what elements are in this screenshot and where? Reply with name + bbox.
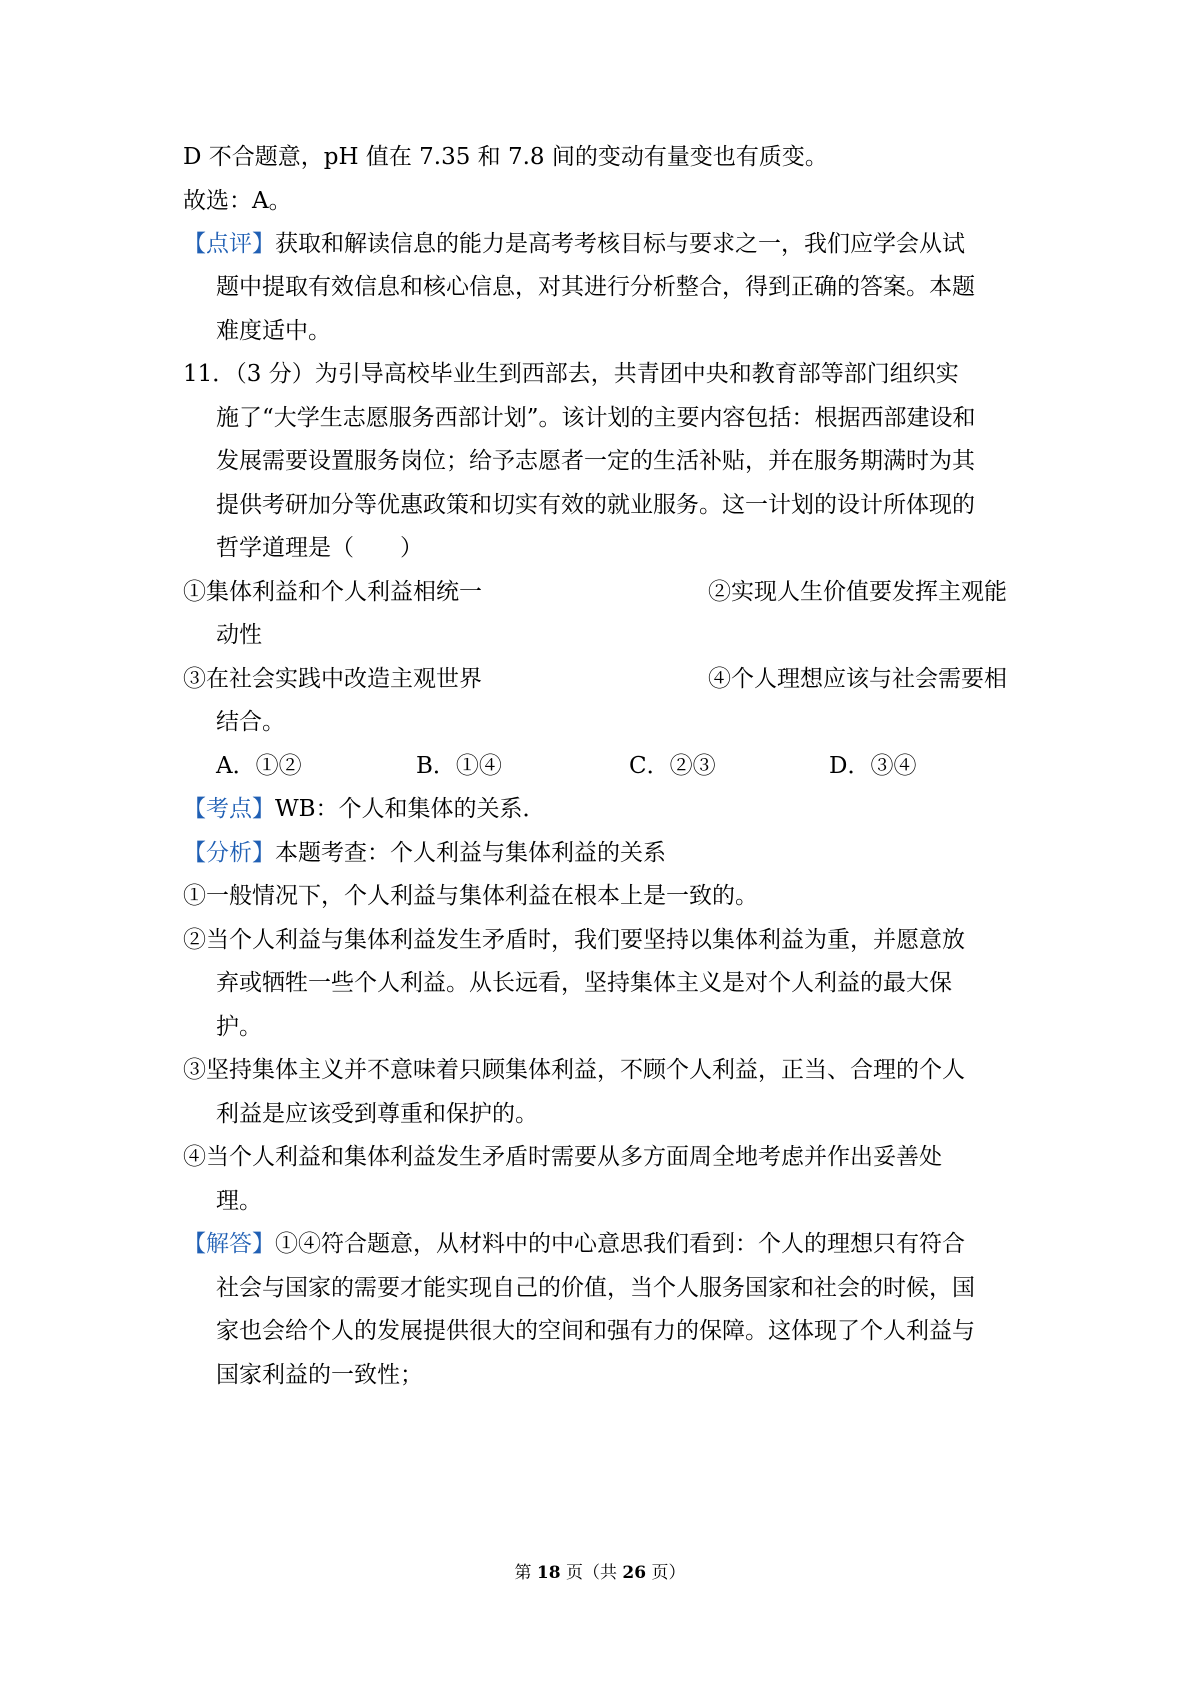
option-c: C．②③ [629,753,716,779]
kaodian-paragraph [183,794,546,824]
option-b: B．①④ [416,753,502,779]
text-line: D 不合题意，pH 值在 7.35 和 7.8 间的变动有量变也有质变。 [183,144,828,170]
statement-3: ③在社会实践中改造主观世界 [183,666,482,692]
text-line: 家也会给个人的发展提供很大的空间和强有力的保障。这体现了个人利益与 [216,1318,975,1344]
text-line: 提供考研加分等优惠政策和切实有效的就业服务。这一计划的设计所体现的 [216,492,975,518]
fenxi-tag: 【分析】 [183,840,275,866]
text-line: WB：个人和集体的关系． [275,796,546,822]
text-line: ②当个人利益与集体利益发生矛盾时，我们要坚持以集体利益为重，并愿意放 [183,927,965,953]
footer-suffix: 页） [651,1563,686,1583]
page-number: 18 [536,1563,561,1583]
fenxi-paragraph [183,838,666,868]
text-line: 获取和解读信息的能力是高考考核目标与要求之一，我们应学会从试 [275,231,965,257]
option-d: D．③④ [829,753,917,779]
text-line: 社会与国家的需要才能实现自己的价值，当个人服务国家和社会的时候，国 [216,1275,975,1301]
question-11-stem: 11．（3 分）为引导高校毕业生到西部去，共青团中央和教育部等部门组织实 [183,361,959,387]
text-line: 难度适中。 [216,318,331,344]
page-footer [0,1562,1200,1584]
text-line: 理。 [216,1188,262,1214]
text-line: ③坚持集体主义并不意味着只顾集体利益，不顾个人利益，正当、合理的个人 [183,1057,965,1083]
text-line: 国家利益的一致性； [216,1362,423,1388]
statement-1: ①集体利益和个人利益相统一 [183,579,482,605]
statement-row [183,664,1025,694]
text-line: ①④符合题意，从材料中的中心意思我们看到：个人的理想只有符合 [275,1231,965,1257]
text-line: 故选：A。 [183,188,292,214]
kaodian-tag: 【考点】 [183,796,275,822]
text-line: 本题考查：个人利益与集体利益的关系 [275,840,666,866]
text-line: 发展需要设置服务岗位；给予志愿者一定的生活补贴，并在服务期满时为其 [216,448,975,474]
statement-2: ②实现人生价值要发挥主观能 [708,579,1007,605]
text-line: 题中提取有效信息和核心信息，对其进行分析整合，得到正确的答案。本题 [216,274,975,300]
text-line: 护。 [216,1014,262,1040]
footer-middle: 页（共 [566,1563,617,1583]
footer-prefix: 第 [514,1563,532,1583]
statement-row [183,577,1025,607]
review-tag: 【点评】 [183,231,275,257]
total-pages: 26 [622,1563,647,1583]
text-line: 结合。 [216,709,285,735]
jieda-paragraph [183,1229,965,1259]
review-paragraph [183,229,965,259]
text-line: 弃或牺牲一些个人利益。从长远看，坚持集体主义是对个人利益的最大保 [216,970,952,996]
text-line: 哲学道理是（ ） [216,535,423,561]
text-line: ①一般情况下，个人利益与集体利益在根本上是一致的。 [183,883,758,909]
text-line: 动性 [216,622,262,648]
statement-4: ④个人理想应该与社会需要相 [708,666,1007,692]
option-a: A．①② [216,753,302,779]
text-line: ④当个人利益和集体利益发生矛盾时需要从多方面周全地考虑并作出妥善处 [183,1144,942,1170]
jieda-tag: 【解答】 [183,1231,275,1257]
text-line: 利益是应该受到尊重和保护的。 [216,1101,538,1127]
text-line: 施了“大学生志愿服务西部计划”。该计划的主要内容包括：根据西部建设和 [216,405,976,431]
